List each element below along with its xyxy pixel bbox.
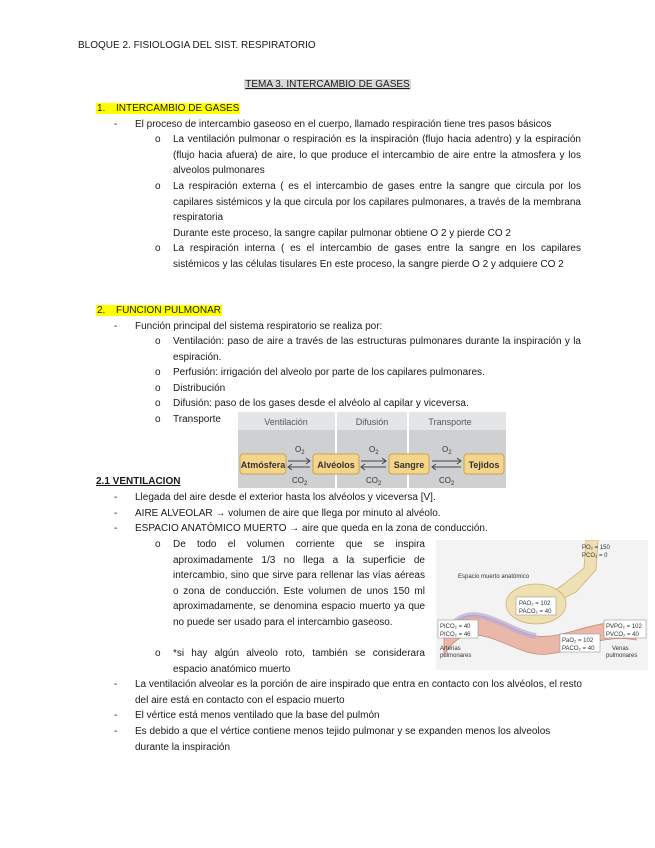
s21-dash-3-text: ESPACIO ANATÓMICO MUERTO → aire que queda en la zona de conducción.	[135, 523, 488, 534]
section-1-number: 1.	[97, 103, 106, 114]
document-title	[0, 77, 655, 93]
diagram-col-transporte: Transporte	[428, 417, 472, 427]
s2-dash-text: Función principal del sistema respiratorio se realiza por:	[135, 321, 383, 332]
co2-label-2: $CO_2$	[366, 476, 382, 487]
s2-bullet-5-text: Transporte	[173, 414, 221, 425]
s2-bullet-3-text: Distribución	[173, 383, 226, 394]
ven-label-2: pulmonares	[606, 653, 638, 659]
box-atmosfera-label: Atmósfera	[240, 460, 286, 470]
s21-dash-1-text: Llegada del aire desde el exterior hasta los alvéolos y viceversa [V].	[135, 492, 436, 503]
s21-dash-4-text: La ventilación alveolar es la porción de aire inspirado que entra en contacto con los alvéolos, el resto del aire está en contacto con el espacio muerto	[135, 679, 582, 706]
art-po2-label: PICO₂ = 40	[440, 624, 471, 630]
s2-bullet-1-text: Ventilación: paso de aire a través de las estructuras pulmonares durante la inspiración y la espiración.	[173, 336, 581, 363]
s1-bullet-3-text: La respiración interna ( es el intercambio de gases entre la sangre en los capilares sistémicos y las células tisulares En este proceso, la sangre pierde O 2 y adquiere CO 2	[173, 243, 581, 270]
s21-bullet-1-text: De todo el volumen corriente que se inspira aproximadamente 1/3 no llega a la superficie de intercambio, sino que sirve para rellenar las vías aéreas o zona de conducción. Este volumen de unos 150 ml aproximadamente, se denomina espacio muerto ya que no puede ser usado para el intercambio gaseoso.	[173, 539, 425, 628]
section-2-heading	[96, 303, 222, 319]
alv-po2-label: PAO₂ = 102	[519, 601, 551, 607]
cap-pco2-label: PACO₂ = 40	[562, 646, 595, 652]
o2-label-2: $O_2$	[369, 445, 379, 456]
s21-dash-5-text: El vértice está menos ventilado que la base del pulmón	[135, 710, 380, 721]
co2-label-3: $CO_2$	[439, 476, 455, 487]
s1-bullet-1-text: La ventilación pulmonar o respiración es la inspiración (flujo hacia adentro) y la espiración (flujo hacia afuera) de aire, lo que produce el intercambio de aire entre la atmosfera y los alveolos pulmonares	[173, 134, 581, 177]
alv-pco2-label: PACO₂ = 40	[519, 609, 552, 615]
s2-bullet-2-text: Perfusión: irrigación del alveolo por parte de los capilares pulmonares.	[173, 367, 485, 378]
diagram-col-difusion: Difusión	[355, 417, 389, 427]
s2-bullet-4-text: Difusión: paso de los gases desde el alvéolo al capilar y viceversa.	[173, 398, 469, 409]
gas-exchange-diagram	[238, 412, 506, 488]
s1-bullet-2b-text: Durante este proceso, la sangre capilar pulmonar obtiene O 2 y pierde CO 2	[173, 228, 511, 239]
o2-label-1: $O_2$	[295, 445, 305, 456]
diagram-col-ventilacion: Ventilación	[264, 417, 308, 427]
o2-label-3: $O_2$	[442, 445, 452, 456]
section-2-number: 2.	[97, 305, 106, 316]
section-2-title: FUNCION PULMONAR	[116, 305, 222, 316]
co2-label-1: $CO_2$	[292, 476, 308, 487]
ven-label-1: Venas	[612, 646, 629, 652]
art-pco2-label: PICO₂ = 46	[440, 632, 471, 638]
s21-dash-2-text: AIRE ALVEOLAR → volumen de aire que llega por minuto al alvéolo.	[135, 508, 441, 519]
page-header: BLOQUE 2. FISIOLOGIA DEL SIST. RESPIRATORIO	[78, 40, 316, 51]
dead-space-figure	[436, 540, 648, 670]
box-sangre-label: Sangre	[393, 460, 425, 470]
art-label-1: Arterias	[440, 646, 461, 652]
s21-bullet-2-text: *si hay algún alveolo roto, también se considerara espacio anatómico muerto	[173, 648, 425, 675]
ven-pco2-label: PVCO₂ = 40	[606, 632, 639, 638]
dead-space-label: Espacio muerto anatómico	[458, 574, 530, 580]
box-tejidos-label: Tejidos	[468, 460, 500, 470]
box-alveolos-label: Alvéolos	[317, 460, 355, 470]
cap-po2-label: PaO₂ = 102	[562, 638, 594, 644]
section-2-1-heading: 2.1 VENTILACION	[96, 476, 181, 487]
s1-bullet-2-text: La respiración externa ( es el intercambio de gases entre la sangre que circula por los capilares sistémicos y la que circula por los capilares pulmonares, a través de la membrana respiratoria	[173, 181, 581, 224]
section-1-title: INTERCAMBIO DE GASES	[116, 103, 240, 114]
s1-dash-text: El proceso de intercambio gaseoso en el cuerpo, llamado respiración tiene tres pasos básicos	[135, 119, 552, 130]
art-label-2: pulmonares	[440, 653, 472, 659]
top-pco2-label: PCO₂ = 0	[582, 553, 608, 559]
s21-dash-6-text: Es debido a que el vértice contiene menos tejido pulmonar y se expanden menos los alveolos durante la inspiración	[135, 726, 551, 753]
top-po2-label: PO₂ = 150	[582, 545, 610, 551]
ven-po2-label: PVPO₂ = 102	[606, 624, 642, 630]
document-title-text: TEMA 3. INTERCAMBIO DE GASES	[245, 79, 410, 90]
section-1-heading	[96, 101, 240, 117]
